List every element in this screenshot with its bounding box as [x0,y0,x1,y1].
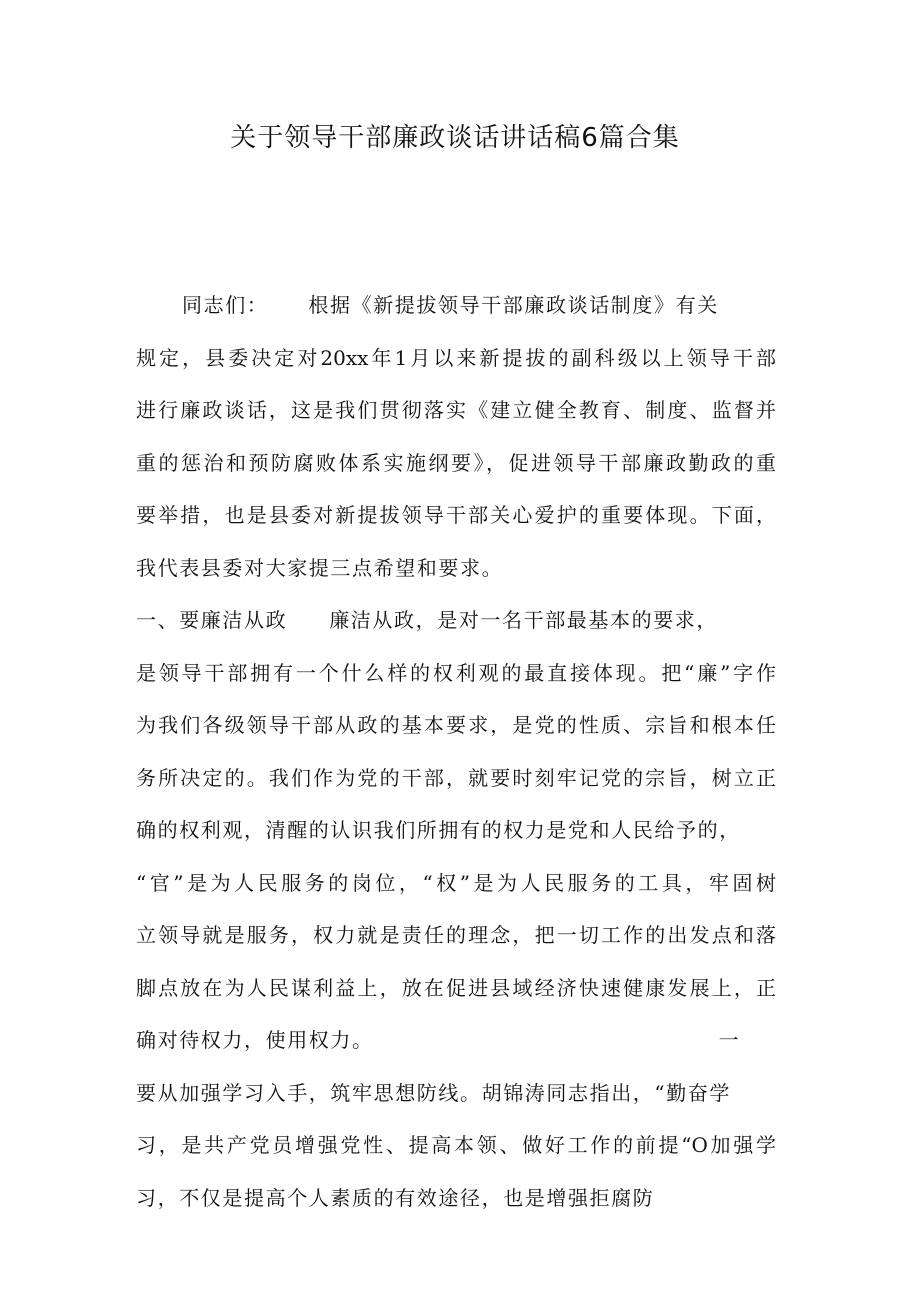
text-line: 务所决定的。我们作为党的干部，就要时刻牢记党的宗旨，树立正 [136,765,776,790]
list-marker: 一 [718,1028,741,1052]
text-line: 重的惩治和预防腐败体系实施纲要》，促进领导干部廉政勤政的重 [136,450,776,475]
document-body [136,287,776,1232]
text-line: 习，是共产党员增强党性、提高本领、做好工作的前提“O加强学 [136,1133,776,1157]
document-title: 关于领导干部廉政谈话讲话稿6篇合集 [230,123,680,153]
text-segment: 根据《新提拔领导干部廉政谈话制度》有关 [308,293,719,317]
text-line: 我代表县委对大家提三点希望和要求。 [136,555,504,580]
text-line: 脚点放在为人民谋利益上，放在促进县域经济快速健康发展上，正 [136,975,776,1000]
text-line: 规定，县委决定对20xx年1月以来新提拔的副科级以上领导干部 [136,345,776,370]
text-line: “官”是为人民服务的岗位，“权”是为人民服务的工具，牢固树 [136,870,776,895]
text-segment: 廉洁从政，是对一名干部最基本的要求， [329,608,719,632]
salutation: 同志们： [182,293,269,317]
text-line [136,602,776,655]
text-line: 习，不仅是提高个人素质的有效途径，也是增强拒腐防 [136,1185,655,1210]
text-line: 为我们各级领导干部从政的基本要求，是党的性质、宗旨和根本任 [136,713,776,737]
text-segment: 确对待权力，使用权力。 [136,1028,374,1052]
text-line: 要从加强学习入手，筑牢思想防线。胡锦涛同志指出，“勤奋学 [136,1080,732,1105]
text-line: 确的权利观，清醒的认识我们所拥有的权力是党和人民给予的， [136,818,741,842]
text-line: 是领导干部拥有一个什么样的权利观的最直接体现。把“廉”字作 [136,660,776,685]
text-line: 进行廉政谈话，这是我们贯彻落实《建立健全教育、制度、监督并 [136,398,776,422]
section-heading: 一、要廉洁从政 [136,608,288,632]
text-line [136,287,776,340]
text-line: 要举措，也是县委对新提拔领导干部关心爱护的重要体现。下面， [136,503,776,527]
text-line: 立领导就是服务，权力就是责任的理念，把一切工作的出发点和落 [136,923,776,947]
text-line [136,1022,776,1075]
